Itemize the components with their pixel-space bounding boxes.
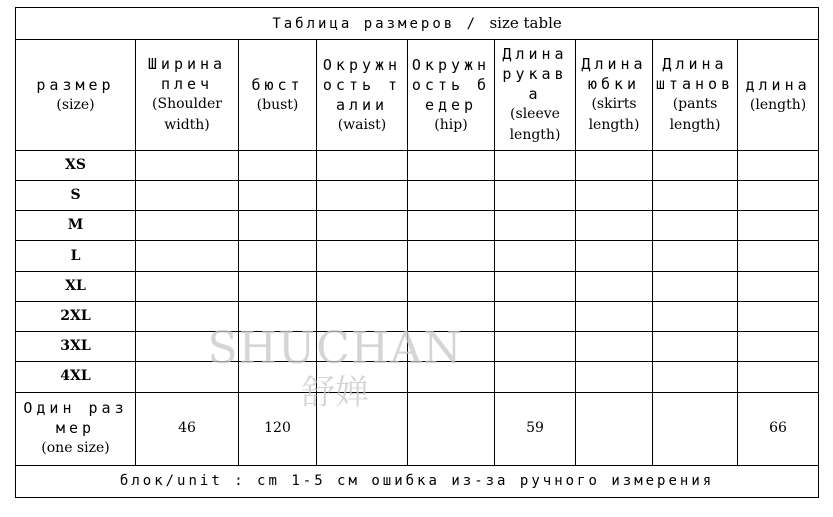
- header-length: [738, 40, 819, 151]
- measurement-cell: [653, 271, 738, 301]
- table-row: [16, 181, 819, 211]
- header-hip: [408, 40, 495, 151]
- measurement-cell: [136, 241, 239, 271]
- measurement-cell: [317, 150, 408, 180]
- measurement-cell: 46: [136, 392, 239, 466]
- header-ru: Окружность бедер: [411, 55, 491, 114]
- measurement-cell: [317, 241, 408, 271]
- measurement-cell: [576, 271, 653, 301]
- header-ru: Ширина плеч: [147, 55, 227, 94]
- header-en: (waist): [337, 116, 387, 133]
- measurement-cell: [576, 150, 653, 180]
- measurement-cell: [317, 392, 408, 466]
- title-en: size table: [489, 13, 562, 32]
- header-en: (length): [749, 96, 807, 113]
- measurement-cell: [408, 392, 495, 466]
- measurement-cell: [317, 181, 408, 211]
- measurement-cell: [239, 301, 317, 331]
- header-ru: длина: [745, 75, 811, 94]
- size-label: 2XL: [16, 301, 136, 331]
- header-en: (Shoulder width): [152, 96, 222, 134]
- header-en: (sleeve length): [509, 106, 561, 144]
- measurement-cell: [738, 271, 819, 301]
- measurement-cell: [653, 301, 738, 331]
- measurement-cell: [495, 181, 576, 211]
- measurement-cell: [495, 362, 576, 392]
- header-en: (pants length): [669, 96, 721, 134]
- measurement-cell: [495, 241, 576, 271]
- measurement-cell: [738, 150, 819, 180]
- measurement-cell: [653, 211, 738, 241]
- measurement-cell: [136, 301, 239, 331]
- measurement-cell: [408, 332, 495, 362]
- measurement-cell: [317, 271, 408, 301]
- measurement-cell: [576, 181, 653, 211]
- header-pants-length: [653, 40, 738, 151]
- size-label: 3XL: [16, 332, 136, 362]
- measurement-cell: [495, 301, 576, 331]
- measurement-cell: [653, 332, 738, 362]
- measurement-cell: [317, 332, 408, 362]
- measurement-cell: [576, 211, 653, 241]
- size-label: 4XL: [16, 362, 136, 392]
- header-skirts-length: [576, 40, 653, 151]
- table-row: [16, 211, 819, 241]
- measurement-cell: [738, 241, 819, 271]
- header-en: (size): [56, 96, 95, 113]
- measurement-cell: 66: [738, 392, 819, 466]
- measurement-cell: [239, 150, 317, 180]
- measurement-cell: [653, 181, 738, 211]
- one-size-ru: Один размер: [23, 399, 128, 438]
- measurement-cell: [408, 301, 495, 331]
- table-row: [16, 241, 819, 271]
- header-row: [16, 40, 819, 151]
- measurement-cell: [653, 150, 738, 180]
- title-row: [16, 8, 819, 40]
- measurement-cell: [495, 271, 576, 301]
- one-size-label: [16, 392, 136, 466]
- measurement-cell: [239, 241, 317, 271]
- size-label: S: [16, 181, 136, 211]
- size-table: [15, 7, 819, 498]
- measurement-cell: 120: [239, 392, 317, 466]
- measurement-cell: [738, 332, 819, 362]
- header-ru: размер: [36, 75, 115, 94]
- measurement-cell: [738, 301, 819, 331]
- measurement-cell: [408, 211, 495, 241]
- measurement-cell: [239, 332, 317, 362]
- measurement-cell: [653, 362, 738, 392]
- measurement-cell: [653, 241, 738, 271]
- measurement-cell: [408, 181, 495, 211]
- measurement-cell: [136, 271, 239, 301]
- measurement-cell: [408, 150, 495, 180]
- measurement-cell: [317, 362, 408, 392]
- header-ru: бюст: [251, 75, 304, 94]
- header-en: (bust): [256, 96, 299, 113]
- header-en: (hip): [434, 116, 468, 133]
- size-label: XL: [16, 271, 136, 301]
- measurement-cell: [408, 362, 495, 392]
- header-sleeve-length: [495, 40, 576, 151]
- measurement-cell: [576, 362, 653, 392]
- measurement-cell: [239, 211, 317, 241]
- header-bust: [239, 40, 317, 151]
- measurement-cell: [576, 241, 653, 271]
- watermark-cjk: 舒婵: [301, 373, 369, 413]
- size-label: L: [16, 241, 136, 271]
- footer-row: [16, 466, 819, 498]
- measurement-cell: [136, 211, 239, 241]
- footer-note: блок/unit : cm 1-5 см ошибка из-за ручного измерения: [16, 466, 819, 498]
- measurement-cell: [136, 150, 239, 180]
- table-row: [16, 150, 819, 180]
- measurement-cell: [136, 181, 239, 211]
- measurement-cell: [408, 241, 495, 271]
- measurement-cell: 59: [495, 392, 576, 466]
- table-title: [16, 8, 819, 40]
- measurement-cell: [239, 181, 317, 211]
- header-en: (skirts length): [588, 96, 640, 134]
- measurement-cell: [317, 301, 408, 331]
- header-ru: Длина юбки: [581, 55, 647, 94]
- table-row: [16, 362, 819, 392]
- title-separator: /: [455, 15, 490, 32]
- title-ru: Таблица размеров: [272, 15, 456, 32]
- measurement-cell: [576, 301, 653, 331]
- header-shoulder-width: [136, 40, 239, 151]
- size-label: M: [16, 211, 136, 241]
- table-row: [16, 271, 819, 301]
- header-ru: Окружность талии: [322, 55, 402, 114]
- measurement-cell: [317, 211, 408, 241]
- measurement-cell: [495, 211, 576, 241]
- table-row: [16, 301, 819, 331]
- measurement-cell: [239, 362, 317, 392]
- header-ru: Длина рукава: [502, 45, 568, 104]
- watermark-latin: SHUCHAN: [207, 323, 463, 374]
- measurement-cell: [738, 211, 819, 241]
- measurement-cell: [738, 181, 819, 211]
- measurement-cell: [408, 271, 495, 301]
- header-ru: Длина штанов: [655, 55, 735, 94]
- measurement-cell: [495, 150, 576, 180]
- size-label: XS: [16, 150, 136, 180]
- measurement-cell: [576, 392, 653, 466]
- measurement-cell: [576, 332, 653, 362]
- header-size: [16, 40, 136, 151]
- one-size-en: (one size): [41, 440, 110, 457]
- measurement-cell: [136, 332, 239, 362]
- header-waist: [317, 40, 408, 151]
- size-rows: [16, 150, 819, 392]
- measurement-cell: [239, 271, 317, 301]
- measurement-cell: [738, 362, 819, 392]
- one-size-row: [16, 392, 819, 466]
- table-row: [16, 332, 819, 362]
- measurement-cell: [136, 362, 239, 392]
- measurement-cell: [495, 332, 576, 362]
- measurement-cell: [653, 392, 738, 466]
